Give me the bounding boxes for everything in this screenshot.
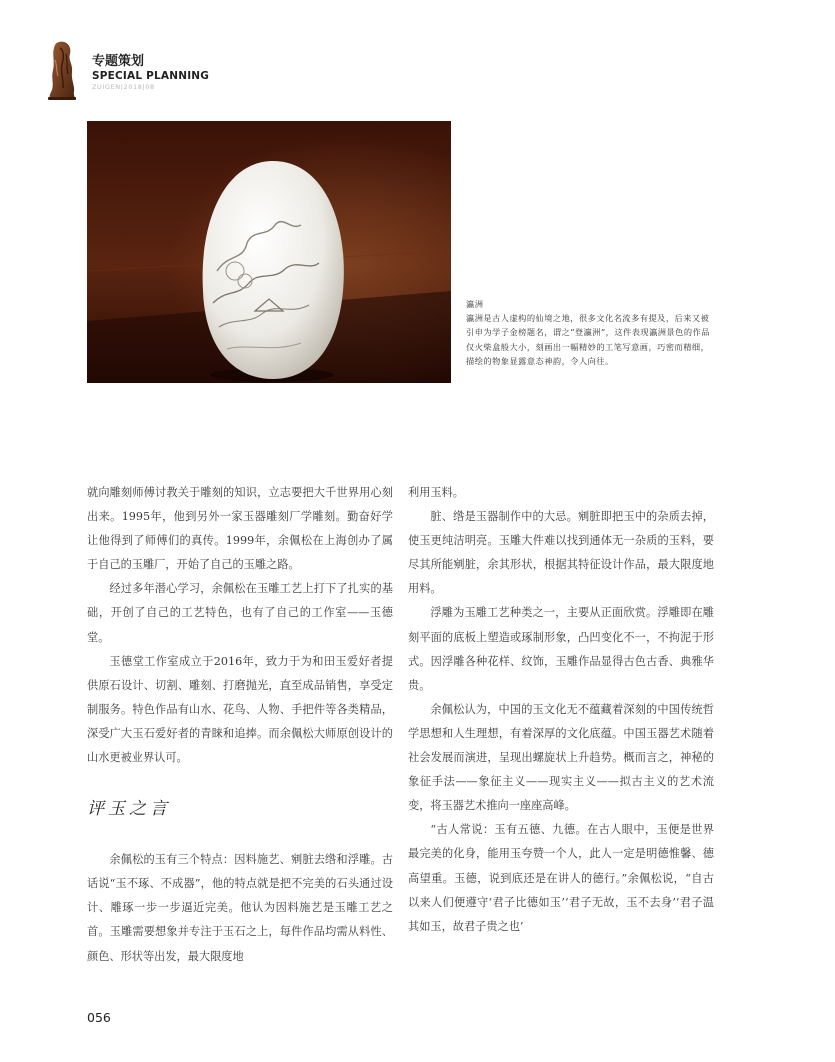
page-number: 056 — [87, 1010, 111, 1025]
right-paragraph-4: 余佩松认为，中国的玉文化无不蕴藏着深刻的中国传统哲学思想和人生理想，有着深厚的文化底蕴。中国玉器艺术随着社会发展而演进，呈现出螺旋状上升趋势。概而言之，神秘的象征手法——象征主义——现实主义——拟古主义的艺术流变，将玉器艺术推向一座座高峰。 — [408, 702, 714, 813]
right-paragraph-3: 浮雕为玉雕工艺种类之一，主要从正面欣赏。浮雕即在雕刻平面的底板上塑造或琢制形象，凸凹变化不一，不拘泥于形式。因浮雕各种花样、纹饰，玉雕作品显得古色古香、典雅华贵。 — [408, 606, 714, 692]
section-title-cn: 专题策划 — [92, 54, 145, 69]
caption-text: 瀛洲是古人虚构的仙境之地，很多文化名流多有提及，后来又被引申为学子金榜题名，谓之“登瀛洲”，这件表现瀛洲景色的作品仅火柴盒般大小，刻画出一幅精妙的工笔写意画，巧密而精细，描绘的物象显露意态神韵，令人向往。 — [466, 313, 710, 366]
left-paragraph-1: 就向雕刻师傅讨教关于雕刻的知识，立志要把大千世界用心刻出来。1995年，他到另外一家玉器雕刻厂学雕刻。勤奋好学让他得到了师傅们的真传。1999年，余佩松在上海创办了属于自己的玉雕厂，开始了自己的玉雕之路。 — [87, 486, 393, 572]
right-paragraph-2: 脏、绺是玉器制作中的大忌。剜脏即把玉中的杂质去掉，使玉更纯洁明亮。玉雕大件难以找到通体无一杂质的玉料，要尽其所能剜脏，余其形状，根据其特征设计作品，最大限度地用料。 — [408, 510, 714, 596]
root-carving-logo-icon — [46, 40, 78, 100]
section-title-en: SPECIAL PLANNING — [92, 70, 210, 82]
photo-caption — [466, 297, 716, 368]
jade-carving-photo — [87, 121, 451, 383]
left-column — [87, 481, 393, 969]
section-label — [92, 54, 209, 92]
left-paragraph-4: 余佩松的玉有三个特点：因料施艺、剜脏去绺和浮雕。古话说“玉不琢、不成器”，他的特点就是把不完美的石头通过设计、雕琢一步一步逼近完美。他认为因料施艺是玉雕工艺之首。玉雕需要想象并专注于玉石之上，每件作品均需从料性、颜色、形状等出发，最大限度地 — [87, 853, 393, 963]
issue-label: ZUIGEN|2018|08 — [92, 83, 155, 91]
left-paragraph-2: 经过多年潜心学习，余佩松在玉雕工艺上打下了扎实的基础，开创了自己的工艺特色，也有了自己的工作室——玉德堂。 — [87, 582, 393, 644]
left-paragraph-3: 玉德堂工作室成立于2016年，致力于为和田玉爱好者提供原石设计、切割、雕刻、打磨抛光，直至成品销售，享受定制服务。特色作品有山水、花鸟、人物、手把件等各类精品，深受广大玉石爱好者的青睐和追捧。而余佩松大师原创设计的山水更被业界认可。 — [87, 654, 393, 765]
section-heading: 评玉之言 — [87, 799, 171, 820]
right-paragraph-1: 利用玉料。 — [408, 486, 464, 499]
right-column — [408, 481, 714, 939]
caption-title: 瀛洲 — [466, 299, 484, 309]
right-paragraph-5: “古人常说：玉有五德、九德。在古人眼中，玉便是世界最完美的化身，能用玉夸赞一个人，此人一定是明德惟馨、德高望重。玉德，说到底还是在讲人的德行。”余佩松说，“自古以来人们便遵守‘君子比德如玉’‘君子无故，玉不去身’‘君子温其如玉，故君子贵之也’ — [408, 823, 714, 933]
